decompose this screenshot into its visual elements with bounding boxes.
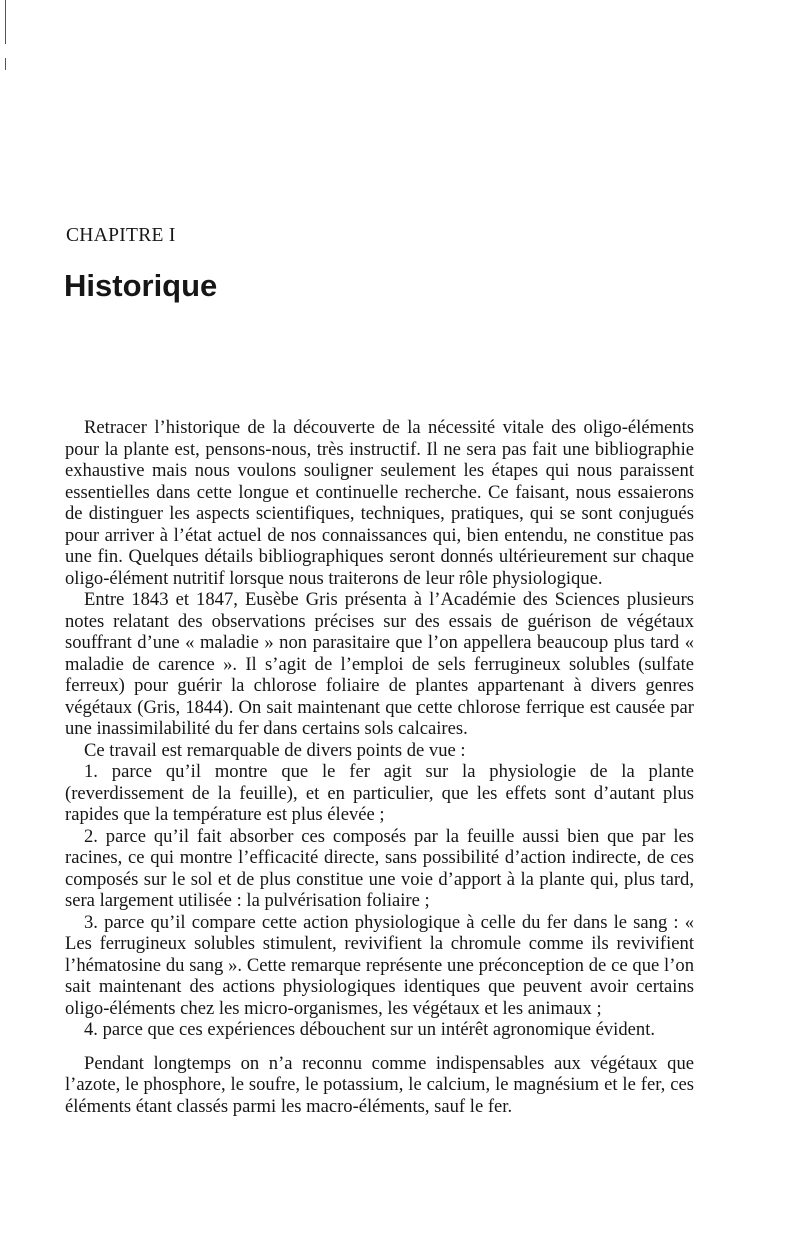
margin-scan-mark [5, 58, 6, 70]
paragraph-intro: Retracer l’historique de la découverte de la nécessité vitale des oligo-éléments pour la plante est, pensons-nous, très instructif. Il ne sera pas fait une bibliographie exhaustive mais nous voulons souligner seulement les étapes qui nous paraissent essentielles dans cette longue et continuelle recherche. Ce faisant, nous essaierons de distinguer les aspects scientifiques, techniques, pratiques, qui se sont conjugués pour arriver à l’état actuel de nos connaissances qui, bien entendu, ne constitue pas une fin. Quelques détails bibliographiques seront donnés ultérieurement sur chaque oligo-élément nutritif lorsque nous traiterons de leur rôle physiologique. [65, 417, 694, 589]
paragraph-remarkable: Ce travail est remarquable de divers points de vue : [84, 739, 466, 761]
chapter-number: CHAPITRE I [66, 225, 176, 246]
body-text [65, 417, 694, 1117]
list-item-2: 2. parce qu’il fait absorber ces composés par la feuille aussi bien que par les racines, ce qui montre l’efficacité directe, sans possibilité d’action indirecte, de ces composés sur le sol et de plus constitue une voie d’apport à la plante qui, plus tard, sera largement utilisée : la pulvérisation foliaire ; [65, 825, 694, 911]
margin-scan-mark [5, 0, 6, 44]
chapter-title: Historique [64, 268, 218, 303]
list-item-3: 3. parce qu’il compare cette action physiologique à celle du fer dans le sang : « Les ferrugineux solubles stimulent, revivifient la chromule comme ils revivifient l’hématosine du sang ». Cette remarque représente une préconception de ce que l’on sait maintenant des actions physiologiques identiques que peuvent avoir certains oligo-éléments chez les micro-organismes, les végétaux et les animaux ; [65, 911, 694, 1019]
list-item-1: 1. parce qu’il montre que le fer agit sur la physiologie de la plante (reverdissement de la feuille), et en particulier, que les effets sont d’autant plus rapides que la température est plus élevée ; [65, 761, 694, 825]
list-item-4: 4. parce que ces expériences débouchent sur un intérêt agronomique évident. [84, 1019, 656, 1040]
paragraph-macro-elements: Pendant longtemps on n’a reconnu comme indispensables aux végétaux que l’azote, le phosphore, le soufre, le potassium, le calcium, le magnésium et le fer, ces éléments étant classés parmi les macro-éléments, sauf le fer. [65, 1052, 694, 1117]
paragraph-gris: Entre 1843 et 1847, Eusèbe Gris présenta à l’Académie des Sciences plusieurs notes relatant des observations précises sur des essais de guérison de végétaux souffrant d’une « maladie » non parasitaire que l’on appellera beaucoup plus tard « maladie de carence ». Il s’agit de l’emploi de sels ferrugineux solubles (sulfate ferreux) pour guérir la chlorose foliaire de plantes appartenant à divers genres végétaux (Gris, 1844). On sait maintenant que cette chlorose ferrique est causée par une inassimilabilité du fer dans certains sols calcaires. [65, 589, 694, 739]
